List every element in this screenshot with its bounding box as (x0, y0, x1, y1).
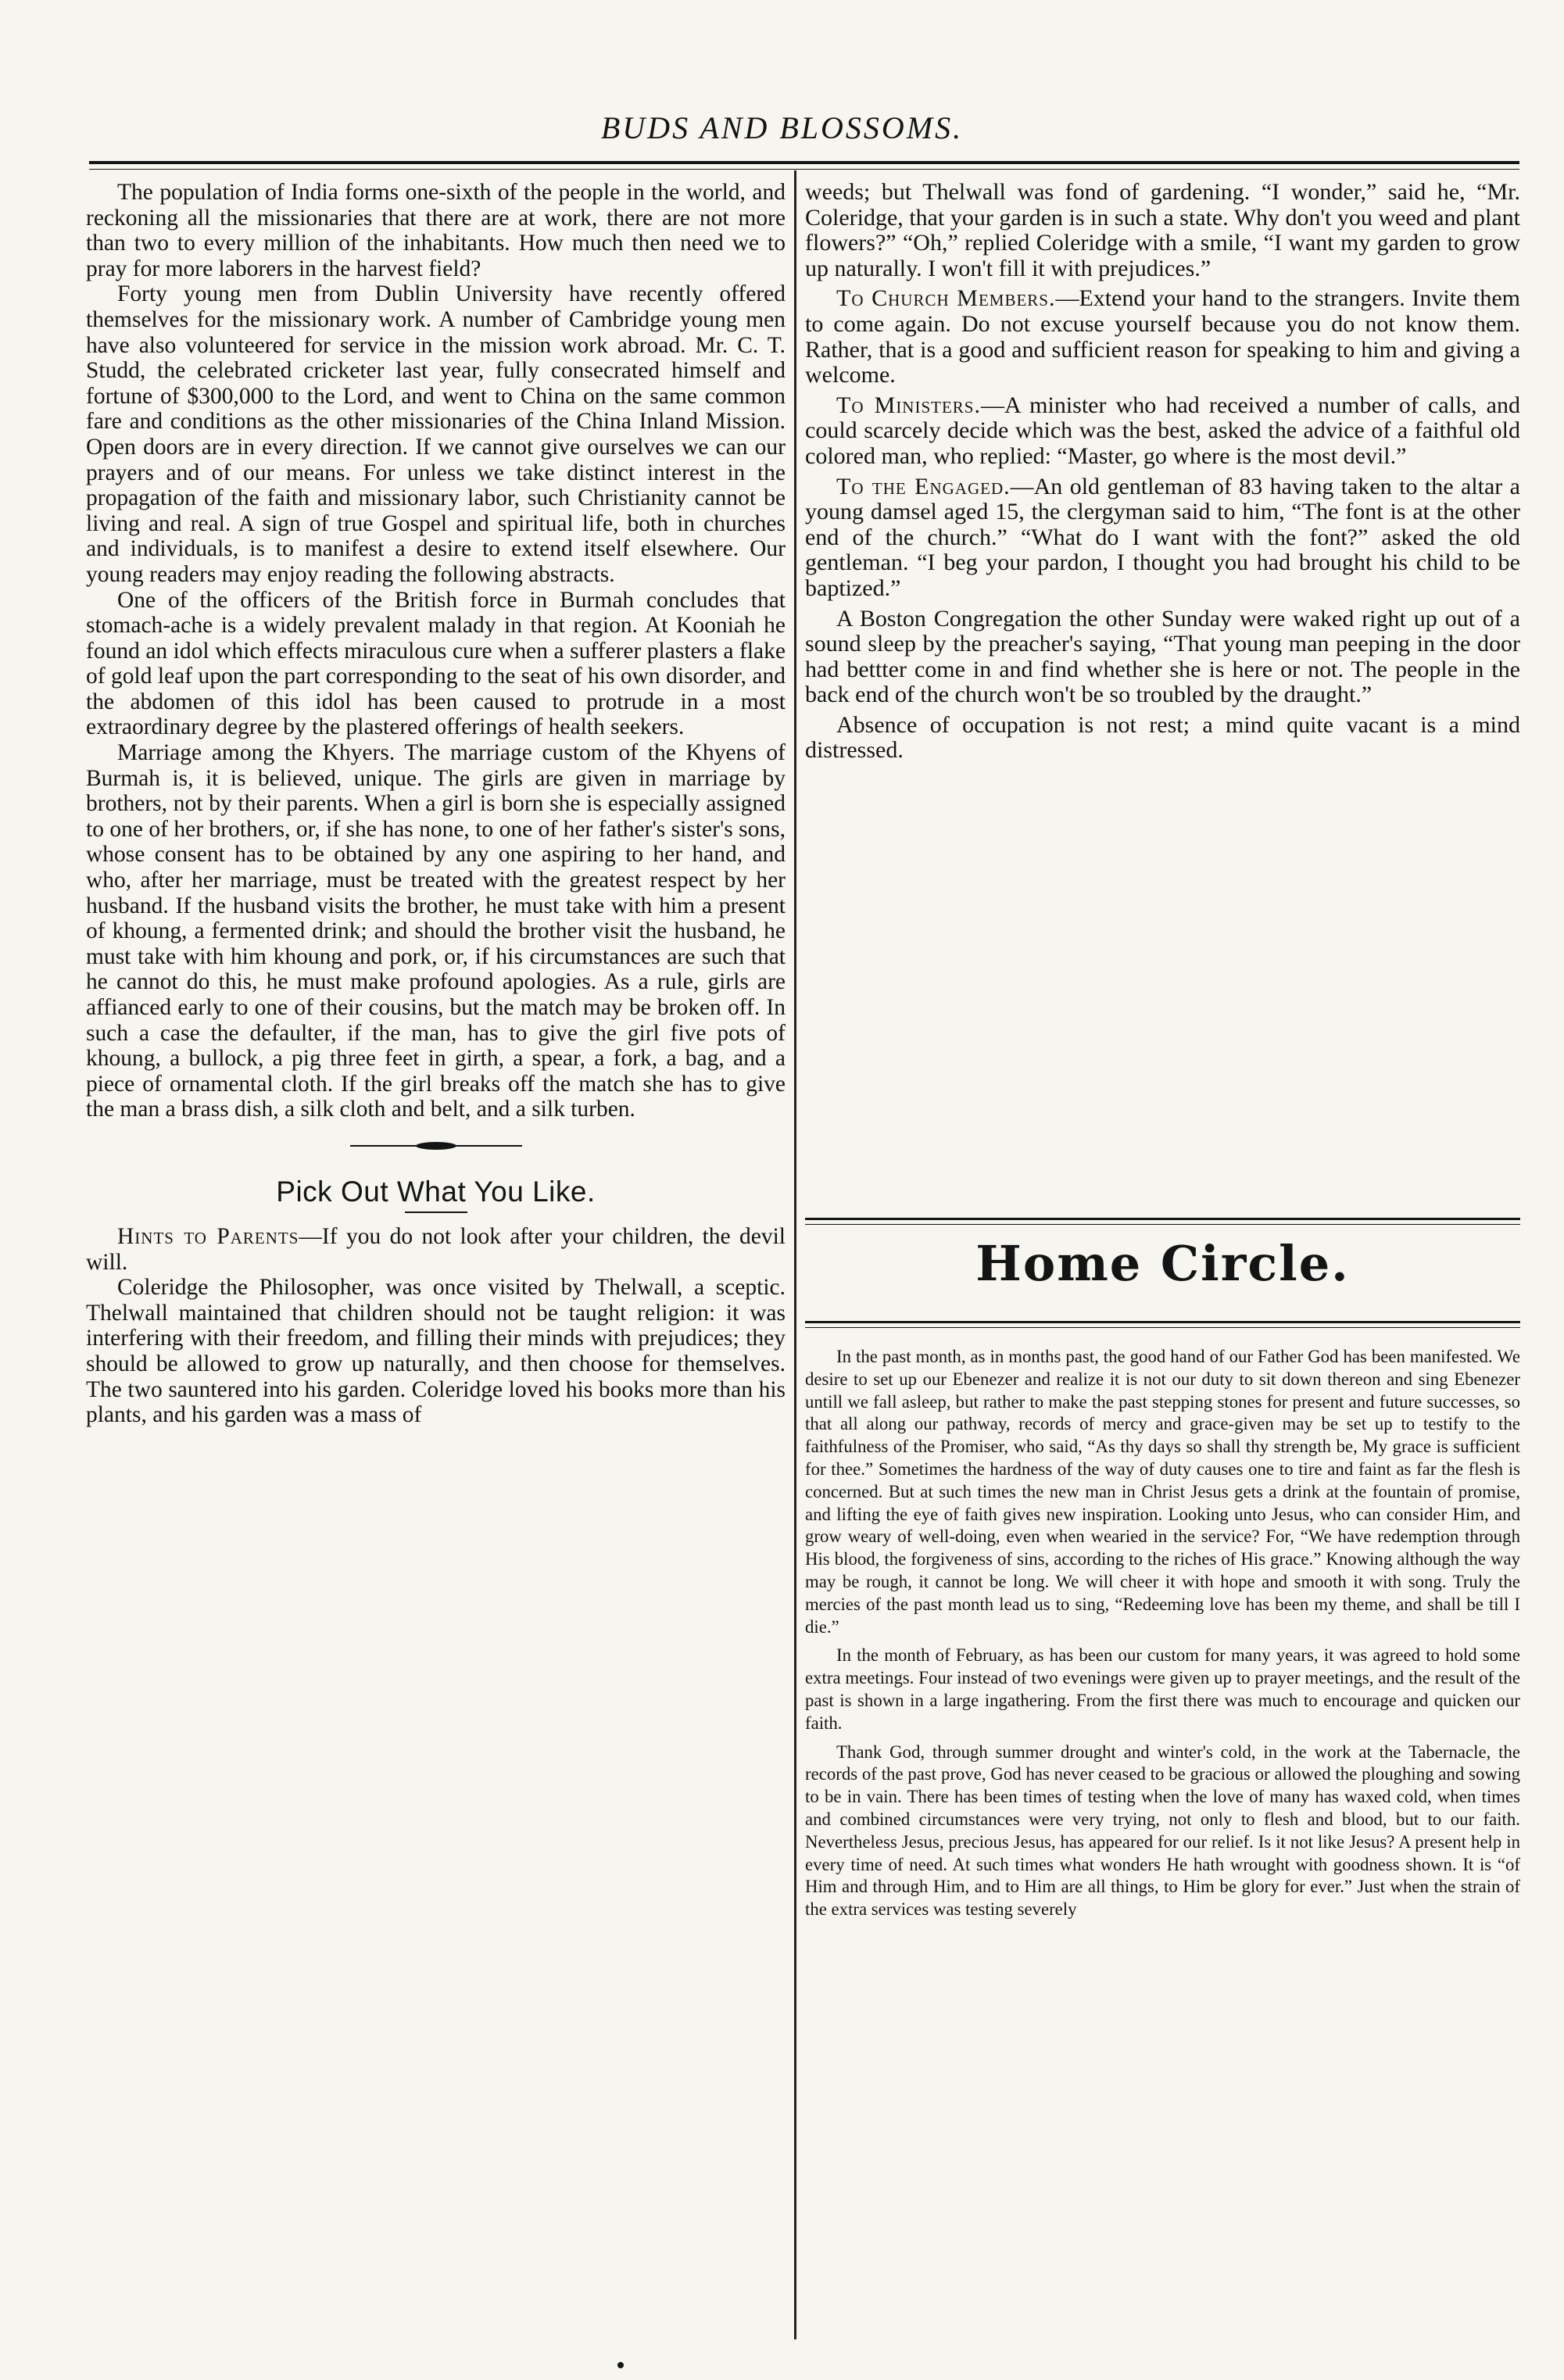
lead-church-members: To Church Members. (836, 285, 1056, 312)
header-rule-thin (89, 169, 1519, 170)
text-boston: A Boston Congregation the other Sunday were waked right up out of a sound sleep by the preacher's saying, “That young man peeping in the door had bettter come in and find whether she is here or not. The people in the back end of the church won't be so troubled by the draught.” (805, 605, 1520, 708)
home-circle-rule-bottom (805, 1321, 1520, 1323)
paragraph-absence (805, 713, 1520, 764)
home-circle-title: Home Circle. (975, 1235, 1350, 1292)
text-coleridge: Coleridge the Philosopher, was once visited by Thelwall, a sceptic. Thelwall maintained that children should not be taught religion: it was interfering with their freedom, and filling their minds with prejudices; they should be allowed to grow up naturally, and then choose for themselves. The two sauntered into his garden. Coleridge loved his books more than his plants, and his garden was a mass of (86, 1275, 786, 1428)
paragraph-home-circle-3: Thank God, through summer drought and winter's cold, in the work at the Tabernacle, the records of the past prove, God has never ceased to be gracious or allowed the ploughing and sowing to be in vain. There has been times of testing when the love of many has waxed cold, when times and combined circumstances were very trying, not only to flesh and blood, but to our faith. Nevertheless Jesus, precious Jesus, has appeared for our relief. Is it not like Jesus? A present help in every time of need. At such times what wonders He hath wrought with goodness shown. It is “of Him and through Him, and to Him are all things, to Him be glory for ever.” Just when the strain of the extra services was testing severely (805, 1741, 1520, 1920)
paragraph-dublin-volunteers: Forty young men from Dublin University have recently offered themselves for the missionary work. A number of Cambridge young men have also volunteered for service in the mission work abroad. Mr. C. T. Studd, the celebrated cricketer last year, fully consecrated himself and fortune of $300,000 to the Lord, and went to China on the same common fare and conditions as the other missionaries of the China Inland Mission. Open doors are in every direction. If we cannot give ourselves we can our prayers and of our means. For unless we take distinct interest in the propagation of the faith and missionary labor, such Christianity cannot be living and real. A sign of true Gospel and spiritual life, both in churches and individuals, is to manifest a desire to extend itself elsewhere. Our young readers may enjoy reading the following abstracts. (86, 281, 786, 587)
home-circle-rule-top-thin (805, 1224, 1520, 1225)
paragraph-burmah-idol: One of the officers of the British force in Burmah concludes that stomach-ache is a widely prevalent malady in that region. At Kooniah he found an idol which effects miraculous cure when a sufferer plasters a flake of gold leaf upon the part corresponding to the seat of his own disorder, and the abdomen of this idol has been caused to protrude in a most extraordinary degree by the plastered offerings of health seekers. (86, 587, 786, 740)
paragraph-coleridge (86, 1275, 786, 1428)
running-head: BUDS AND BLOSSOMS. (600, 110, 964, 145)
text-absence: Absence of occupation is not rest; a mind quite vacant is a mind distressed. (805, 711, 1520, 764)
paragraph-hints-to-parents (86, 1224, 786, 1275)
section-title-pick-out: Pick Out What You Like. (276, 1175, 596, 1208)
text-coleridge-continued: weeds; but Thelwall was fond of gardening. “I wonder,” said he, “Mr. Coleridge, that your garden is in such a state. Why don't you weed and plant flowers?” “Oh,” replied Coleridge with a smile, “I want my garden to grow up naturally. I won't fill it with prejudices.” (805, 180, 1520, 281)
paragraph-khyers-marriage: Marriage among the Khyers. The marriage custom of the Khyens of Burmah is, it is believed, unique. The girls are given in marriage by brothers, not by their parents. When a girl is born she is especially assigned to one of her brothers, or, if she has none, to one of her father's sister's sons, whose consent has to be obtained by any one aspiring to her hand, and who, after her marriage, must be treated with the greatest respect by her husband. If the husband visits the brother, he must take with him a present of khoung, a fermented drink; and should the brother visit the husband, he must take with him khoung and pork, or, if his circumstances are such that he cannot do this, he must make profound apologies. As a rule, girls are affianced early to one of their cousins, but the match may be broken off. In such a case the defaulter, if the man, has to give the girl five pots of khoung, a bullock, a pig three feet in girth, a spear, a fork, a bag, and a piece of ornamental cloth. If the girl breaks off the match she has to give the man a brass dish, a silk cloth and belt, and a silk turben. (86, 740, 786, 1122)
paragraph-home-circle-1: In the past month, as in months past, the good hand of our Father God has been manifested. We desire to set up our Ebenezer and realize it is not our duty to sit down thereon and sing Ebenezer untill we fall asleep, but rather to make the past stepping stones for present and future successes, so that all along our pathway, records of mercy and grace-given may be set up to testify to the faithfulness of the Promiser, who said, “As thy days so shall thy strength be, My grace is sufficient for thee.” Sometimes the hardness of the way of duty causes one to tire and faint as far the flesh is concerned. But at such times the new man in Christ Jesus gets a drink at the fountain of promise, and lifting the eye of faith gives new inspiration. Looking unto Jesus, who can consider Him, and grow weary of well-doing, even when wearied in the service? For, “We have redemption through His blood, the forgiveness of sins, according to the riches of His grace.” Knowing although the way may be rough, it cannot be long. We will cheer it with hope and smooth it with song. Truly the mercies of the past month lead us to sing, “Redeeming love has been my theme, and shall be till I die.” (805, 1347, 1520, 1637)
text-church-members: —Extend your hand to the strangers. Invite them to come again. Do not excuse yourself because you do not know them. Rather, that is a good and sufficient reason for speaking to him and giving a welcome. (805, 285, 1520, 388)
column-divider (794, 170, 796, 2339)
paragraph-home-circle-2: In the month of February, as has been our custom for many years, it was agreed to hold some extra meetings. Four instead of two evenings were given up to prayer meetings, and the result of the past is shown in a large ingathering. From the first there was much to encourage and quicken our faith. (805, 1645, 1520, 1733)
paragraph-church-members (805, 286, 1520, 388)
right-column-top (805, 180, 1520, 1211)
paragraph-ministers (805, 393, 1520, 470)
page-foot-mark (617, 2362, 624, 2368)
paragraph-engaged (805, 474, 1520, 602)
lead-ministers: To Ministers. (836, 392, 981, 418)
header-rule-thick (89, 161, 1519, 164)
text-engaged: —An old gentleman of 83 having taken to the altar a young damsel aged 15, the clergyman said to him, “The font is at the other end of the church.” “What do I want with the font?” asked the old gentleman. “I beg your pardon, I thought you had brought his child to be baptized.” (805, 473, 1520, 601)
paragraph-coleridge-continued (805, 180, 1520, 281)
text-ministers: —A minister who had received a number of calls, and could scarcely decide which was the best, asked the advice of a faithful old colored man, who replied: “Master, go where is the most devil.” (805, 392, 1520, 469)
ornament-divider (350, 1140, 522, 1152)
lead-hints-to-parents: Hints to Parents (117, 1223, 299, 1249)
lead-engaged: To the Engaged. (836, 473, 1011, 499)
home-circle-body (805, 1346, 1520, 2354)
paragraph-boston (805, 607, 1520, 708)
home-circle-rule-bottom-thin (805, 1327, 1520, 1328)
text-hints-to-parents: —If you do not look after your children, the devil will. (86, 1223, 786, 1275)
section-title-rule (405, 1211, 467, 1213)
home-circle-rule-top (805, 1218, 1520, 1220)
left-column (86, 180, 786, 2353)
paragraph-india-population: The population of India forms one-sixth of the people in the world, and reckoning all the missionaries that there are at work, there are not more than two to every million of the inhabitants. How much then need we to pray for more laborers in the harvest field? (86, 180, 786, 281)
